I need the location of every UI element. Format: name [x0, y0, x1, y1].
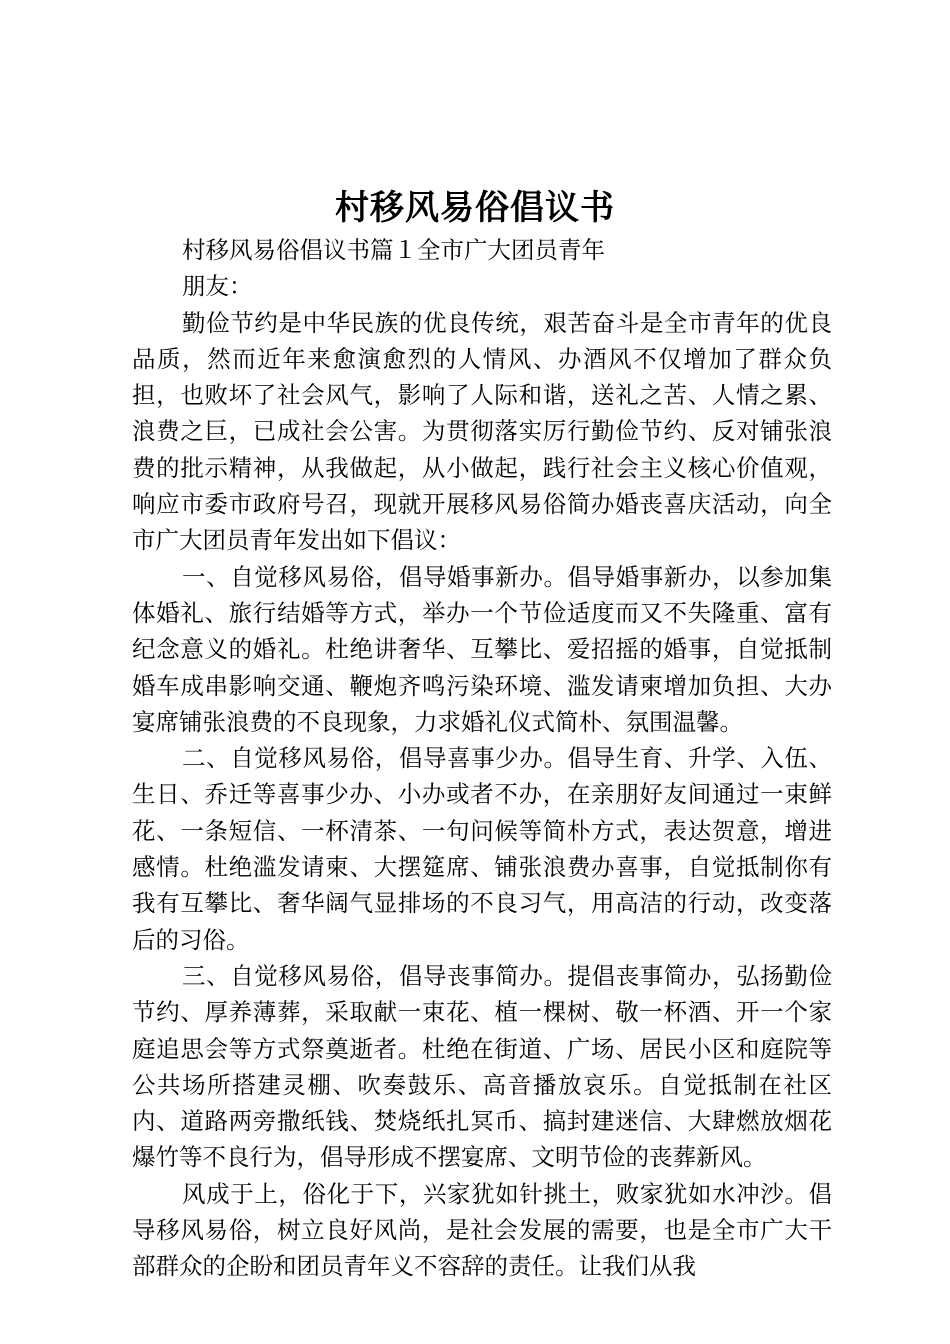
- document-title: 村移风易俗倡议书: [335, 188, 615, 228]
- paragraph-closing: 风成于上，俗化于下，兴家犹如针挑土，败家犹如水冲沙。倡导移风易俗，树立良好风尚，是社会发展的需要，也是全市广大干部群众的企盼和团员青年义不容辞的责任。让我们从我: [132, 1179, 832, 1281]
- paragraph-wedding: 一、自觉移风易俗，倡导婚事新办。倡导婚事新办，以参加集体婚礼、旅行结婚等方式，举办一个节俭适度而又不失隆重、富有纪念意义的婚礼。杜绝讲奢华、互攀比、爱招摇的婚事，自觉抵制婚车成串影响交通、鞭炮齐鸣污染环境、滥发请柬增加负担、大办宴席铺张浪费的不良现象，力求婚礼仪式简朴、氛围温馨。: [132, 562, 832, 736]
- intro-line: 村移风易俗倡议书篇１全市广大团员青年: [182, 236, 605, 264]
- paragraph-celebration: 二、自觉移风易俗，倡导喜事少办。倡导生育、升学、入伍、生日、乔迁等喜事少办、小办或者不办，在亲朋好友间通过一束鲜花、一条短信、一杯清茶、一句问候等简朴方式，表达贺意，增进感情。杜绝滥发请柬、大摆筵席、铺张浪费办喜事，自觉抵制你有我有互攀比、奢华阔气显排场的不良习气，用高洁的行动，改变落后的习俗。: [132, 744, 832, 954]
- paragraph-funeral: 三、自觉移风易俗，倡导丧事简办。提倡丧事简办，弘扬勤俭节约、厚养薄葬，采取献一束花、植一棵树、敬一杯酒、开一个家庭追思会等方式祭奠逝者。杜绝在街道、广场、居民小区和庭院等公共场所搭建灵棚、吹奏鼓乐、高音播放哀乐。自觉抵制在社区内、道路两旁撒纸钱、焚烧纸扎冥币、搞封建迷信、大肆燃放烟花爆竹等不良行为，倡导形成不摆宴席、文明节俭的丧葬新风。: [132, 961, 832, 1172]
- document-body: [132, 232, 832, 1285]
- salutation: 朋友：: [182, 272, 253, 301]
- paragraph-preamble: 勤俭节约是中华民族的优良传统，艰苦奋斗是全市青年的优良品质，然而近年来愈演愈烈的人情风、办酒风不仅增加了群众负担，也败坏了社会风气，影响了人际和谐，送礼之苦、人情之累、浪费之巨，已成社会公害。为贯彻落实厉行勤俭节约、反对铺张浪费的批示精神，从我做起，从小做起，践行社会主义核心价值观，响应市委市政府号召，现就开展移风易俗简办婚丧喜庆活动，向全市广大团员青年发出如下倡议：: [132, 308, 832, 555]
